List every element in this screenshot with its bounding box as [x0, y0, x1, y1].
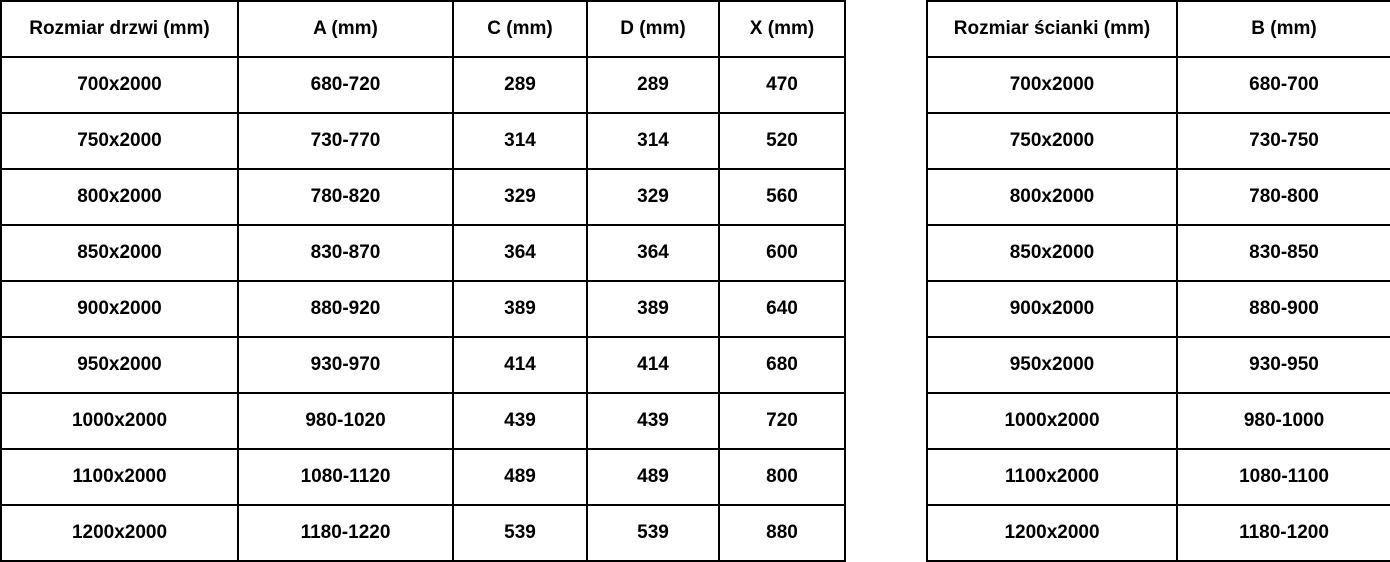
cell-a: 680-720 — [238, 57, 453, 113]
cell-d: 314 — [587, 113, 719, 169]
table-row — [1, 113, 845, 169]
table-row — [927, 113, 1390, 169]
table-row — [927, 337, 1390, 393]
cell-c: 539 — [453, 505, 587, 561]
column-header-door-size: Rozmiar drzwi (mm) — [1, 1, 238, 57]
table-row — [1, 225, 845, 281]
cell-b: 730-750 — [1177, 113, 1390, 169]
cell-door-size: 800x2000 — [1, 169, 238, 225]
cell-x: 520 — [719, 113, 845, 169]
cell-wall-size: 900x2000 — [927, 281, 1177, 337]
cell-c: 364 — [453, 225, 587, 281]
table-row — [1, 281, 845, 337]
cell-a: 730-770 — [238, 113, 453, 169]
table-row — [927, 57, 1390, 113]
cell-x: 880 — [719, 505, 845, 561]
column-header-c: C (mm) — [453, 1, 587, 57]
cell-x: 800 — [719, 449, 845, 505]
cell-door-size: 750x2000 — [1, 113, 238, 169]
table-row — [1, 169, 845, 225]
cell-wall-size: 1100x2000 — [927, 449, 1177, 505]
cell-x: 680 — [719, 337, 845, 393]
table-row — [1, 393, 845, 449]
cell-door-size: 950x2000 — [1, 337, 238, 393]
cell-a: 780-820 — [238, 169, 453, 225]
cell-a: 1080-1120 — [238, 449, 453, 505]
cell-d: 439 — [587, 393, 719, 449]
cell-wall-size: 950x2000 — [927, 337, 1177, 393]
table-row — [1, 505, 845, 561]
cell-b: 1180-1200 — [1177, 505, 1390, 561]
table-row — [927, 281, 1390, 337]
cell-d: 489 — [587, 449, 719, 505]
cell-c: 439 — [453, 393, 587, 449]
cell-d: 389 — [587, 281, 719, 337]
cell-wall-size: 850x2000 — [927, 225, 1177, 281]
cell-b: 880-900 — [1177, 281, 1390, 337]
cell-wall-size: 800x2000 — [927, 169, 1177, 225]
table-row — [927, 449, 1390, 505]
cell-door-size: 900x2000 — [1, 281, 238, 337]
cell-c: 329 — [453, 169, 587, 225]
cell-c: 489 — [453, 449, 587, 505]
cell-door-size: 1200x2000 — [1, 505, 238, 561]
cell-door-size: 1000x2000 — [1, 393, 238, 449]
cell-x: 720 — [719, 393, 845, 449]
column-header-a: A (mm) — [238, 1, 453, 57]
cell-a: 880-920 — [238, 281, 453, 337]
table-header-row — [927, 1, 1390, 57]
cell-a: 930-970 — [238, 337, 453, 393]
cell-wall-size: 1200x2000 — [927, 505, 1177, 561]
cell-a: 830-870 — [238, 225, 453, 281]
cell-d: 289 — [587, 57, 719, 113]
table-row — [1, 57, 845, 113]
cell-wall-size: 700x2000 — [927, 57, 1177, 113]
cell-b: 680-700 — [1177, 57, 1390, 113]
table-row — [1, 449, 845, 505]
cell-b: 830-850 — [1177, 225, 1390, 281]
cell-b: 980-1000 — [1177, 393, 1390, 449]
cell-d: 414 — [587, 337, 719, 393]
cell-wall-size: 1000x2000 — [927, 393, 1177, 449]
cell-x: 600 — [719, 225, 845, 281]
column-header-x: X (mm) — [719, 1, 845, 57]
table-row — [927, 505, 1390, 561]
cell-b: 780-800 — [1177, 169, 1390, 225]
cell-d: 364 — [587, 225, 719, 281]
cell-x: 560 — [719, 169, 845, 225]
cell-door-size: 1100x2000 — [1, 449, 238, 505]
cell-door-size: 700x2000 — [1, 57, 238, 113]
cell-b: 1080-1100 — [1177, 449, 1390, 505]
cell-wall-size: 750x2000 — [927, 113, 1177, 169]
column-header-d: D (mm) — [587, 1, 719, 57]
cell-x: 470 — [719, 57, 845, 113]
cell-d: 329 — [587, 169, 719, 225]
cell-x: 640 — [719, 281, 845, 337]
cell-c: 314 — [453, 113, 587, 169]
wall-size-table-wrapper — [926, 0, 1390, 562]
table-row — [927, 169, 1390, 225]
column-header-wall-size: Rozmiar ścianki (mm) — [927, 1, 1177, 57]
table-row — [1, 337, 845, 393]
wall-size-table — [926, 0, 1390, 562]
table-header-row — [1, 1, 845, 57]
column-header-b: B (mm) — [1177, 1, 1390, 57]
cell-c: 289 — [453, 57, 587, 113]
cell-d: 539 — [587, 505, 719, 561]
cell-b: 930-950 — [1177, 337, 1390, 393]
cell-c: 414 — [453, 337, 587, 393]
cell-a: 980-1020 — [238, 393, 453, 449]
table-row — [927, 393, 1390, 449]
cell-a: 1180-1220 — [238, 505, 453, 561]
table-row — [927, 225, 1390, 281]
cell-c: 389 — [453, 281, 587, 337]
cell-door-size: 850x2000 — [1, 225, 238, 281]
